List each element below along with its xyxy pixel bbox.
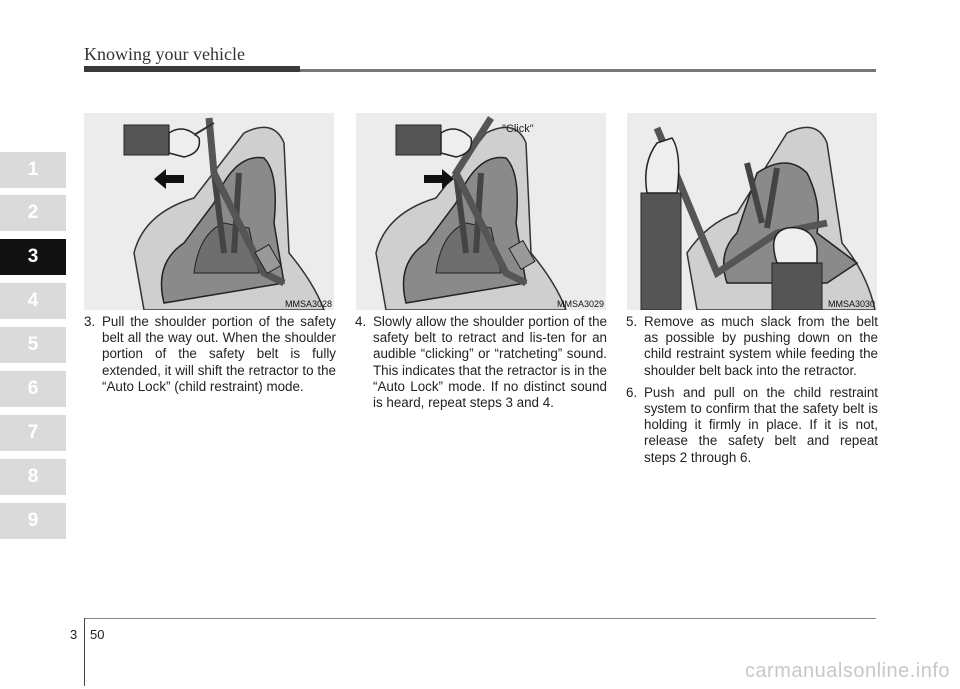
figure-code: MMSA3028: [284, 299, 332, 309]
step-item: [84, 314, 336, 395]
step-number: 4.: [355, 314, 367, 329]
step-item: [355, 314, 607, 411]
step-number: 6.: [626, 384, 638, 400]
step-item: [626, 314, 878, 379]
text-column-3: [626, 314, 878, 472]
chapter-tab-7[interactable]: 7: [0, 415, 66, 451]
step-text: Pull the shoulder portion of the safety belt all the way out. When the shoulder portion of the safety belt is fully extended, it will shift the retractor to the “Auto Lock” (child restraint) mode.: [102, 314, 336, 394]
step-item: [626, 385, 878, 466]
step-text: Push and pull on the child restraint system to confirm that the safety belt is holding it firmly in place. If it is not, release the safety belt and repeat steps 2 through 6.: [644, 384, 878, 465]
step-text: Remove as much slack from the belt as possible by pushing down on the child restraint system while feeding the shoulder belt back into the retractor.: [644, 314, 878, 378]
page-title: Knowing your vehicle: [84, 44, 245, 64]
footer-page-number: 50: [90, 627, 105, 642]
click-callout: "Click": [502, 123, 534, 135]
figure-retract-belt: [356, 113, 606, 310]
chapter-tab-9[interactable]: 9: [0, 503, 66, 539]
chapter-tab-1[interactable]: 1: [0, 152, 66, 188]
footer-chapter-number: 3: [70, 627, 78, 642]
hand-icon: [627, 113, 877, 310]
figure-remove-slack: [627, 113, 877, 310]
chapter-tab-2[interactable]: 2: [0, 195, 66, 231]
arrow-right-icon: [356, 113, 606, 310]
text-column-2: [355, 314, 607, 417]
header-bar: [84, 66, 300, 72]
chapter-tab-6[interactable]: 6: [0, 371, 66, 407]
figure-pull-belt: [84, 113, 334, 310]
text-column-1: [84, 314, 336, 401]
chapter-tab-3[interactable]: 3: [0, 239, 66, 275]
header-rule: [300, 69, 876, 72]
chapter-tab-5[interactable]: 5: [0, 327, 66, 363]
step-number: 3.: [84, 314, 96, 329]
step-text: Slowly allow the shoulder portion of the safety belt to retract and lis-ten for an audible “clicking” or “ratcheting” sound. This indicates that the retractor is in the “Auto Lock” mode. If no distinct sound is heard, repeat steps 3 and 4.: [373, 314, 607, 411]
watermark: carmanualsonline.info: [744, 660, 950, 682]
footer-divider: [84, 618, 85, 686]
chapter-tab-4[interactable]: 4: [0, 283, 66, 319]
chapter-tab-8[interactable]: 8: [0, 459, 66, 495]
footer-rule: [84, 618, 876, 619]
figure-code: MMSA3030: [827, 299, 875, 309]
figure-code: MMSA3029: [556, 299, 604, 309]
step-number: 5.: [626, 314, 638, 329]
arrow-left-icon: [84, 113, 334, 310]
